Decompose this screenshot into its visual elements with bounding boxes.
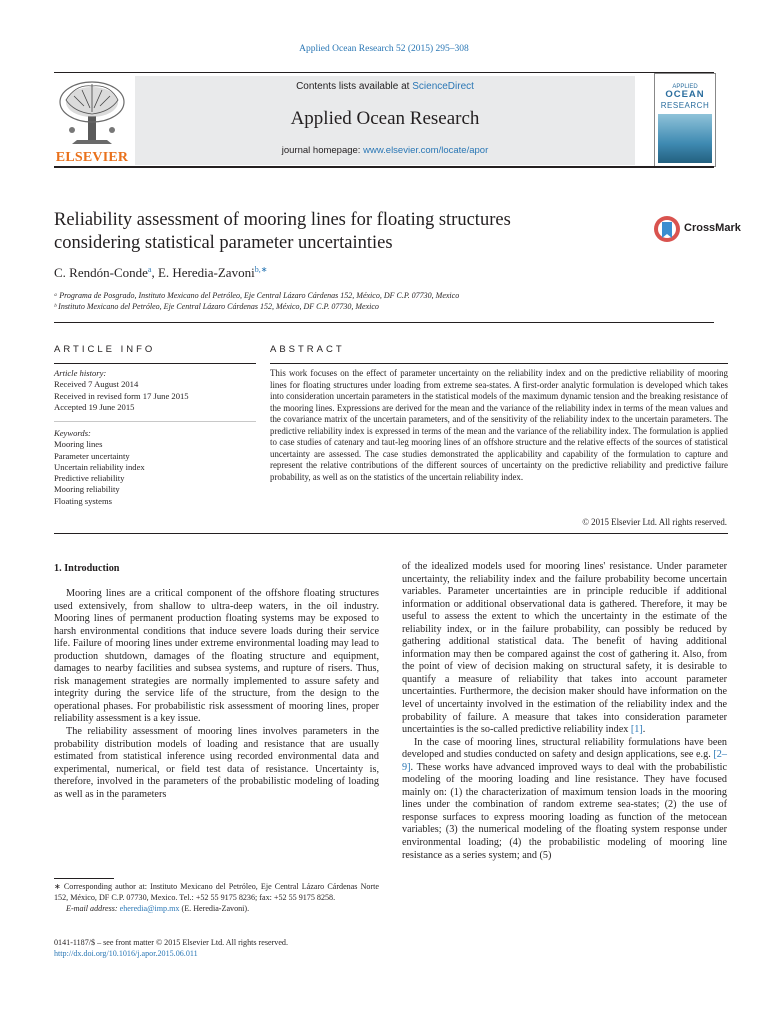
article-history [54,368,254,413]
cover-applied-text: APPLIED [672,84,698,90]
body-column-left [54,588,379,801]
journal-banner [135,76,635,165]
journal-title: Applied Ocean Research [290,108,480,129]
history-item: Received in revised form 17 June 2015 [54,390,189,401]
paragraph-text: In the case of mooring lines, structural reliability formulations have been developed and studies conducted on safety and design applications, see e.g. [402,736,727,761]
homepage-line [135,145,635,156]
crossmark-button[interactable] [652,214,741,244]
header-top-rule [54,72,714,73]
paragraph-text: of the idealized models used for mooring lines' resistance. Under parameter uncertainty, the reliability index and the failure probability become uncertain variables. Parameter uncertainties are in principle reducible if additional information or additional observational data is gathered. Therefore, it may be useful to assess the extent to which the uncertainty in the estimate of the reliability index, or in the failure probability, can possibly be reduced by gathering additional statistical data. The benefit of having additional information may then be compared against the cost of gathering it. Also, from the point of view of decision making on structural safety, it is desirable to quantify a measure of reliability that takes into account parameter uncertainties. Furthermore, the decision maker should have information on the level of uncertainty involved in the estimation of the reliability index and the probability of failure. A measure that takes into consideration parameter uncertainties is the so-called predictive reliability index [402,561,727,736]
author-affiliation-link[interactable]: b,∗ [254,265,268,274]
article-title [54,209,614,255]
author-list [54,265,267,281]
article-info-rule [54,363,256,364]
keyword-item: Parameter uncertainty [54,450,130,461]
keyword-item: Uncertain reliability index [54,461,145,472]
abstract-copyright: © 2015 Elsevier Ltd. All rights reserved. [582,517,727,527]
affiliations-rule [54,322,714,323]
author-separator: , [151,265,158,280]
body-paragraph: The reliability assessment of mooring lines involves parameters in the probability distribution models of loading and resistance that are usually estimated from statistical inference using recorded environmental data and experimental, numerical, or field test data of resistance. Uncertainty is, therefore, involved in the parameters of the probabilistic modeling of loading as well as in the parameters [54,726,379,800]
affiliation-b: ᵇ Instituto Mexicano del Petróleo, Eje Central Lázaro Cárdenas 152, México, DF C.P. 07730, Mexico [54,302,379,311]
article-identifiers [54,938,288,960]
history-label: Article history: [54,368,107,378]
homepage-prefix: journal homepage: [281,145,364,156]
contents-line [135,81,635,92]
citation-link[interactable]: [1] [630,724,643,736]
title-line-2: considering statistical parameter uncertainties [54,233,393,253]
paragraph-text: . These works have advanced improved ways to deal with the probabilistic modeling of the mooring loading and line resistance. They have focused mainly on: (1) the characterization of maximum tension loads in the mooring lines under the combination of random extreme sea-states; (2) the use of response surfaces to express mooring loading as function of the metocean variables; (3) the numerical modeling of the floating system response under environmental loading; (4) the probabilistic modeling of mooring line resistance as a series system; and (5) [402,761,727,861]
journal-reference-link[interactable]: Applied Ocean Research 52 (2015) 295–308 [299,44,469,54]
body-paragraph [402,561,727,737]
keyword-item: Mooring reliability [54,484,120,495]
body-paragraph [402,737,727,862]
journal-cover-image [654,73,716,167]
crossmark-icon [652,214,682,244]
header-bottom-rule [54,166,714,168]
abstract-text: This work focuses on the effect of parameter uncertainty on the reliability index and on the predictive reliability of mooring lines for floating structures under loading from extreme sea-states. A first-order analytic formulation is developed which takes into consideration uncertain parameters in the statistical models of the maximum dynamic tension and the breaking resistance of the mooring lines. Expressions are derived for the mean and the variance of the reliability index in terms of the mean values and the covariance matrix of the uncertain parameters, and of the sensitivity of the reliability index to the uncertain parameters. The predictive reliability index is expressed in terms of the mean and the variance of the reliability index. The formulation is applied to case studies of catenary and taut-leg mooring lines of an offshore structure and the relative effects of the sources of statistical uncertainty are assessed. The case studies demonstrated the applicability and capability of the formulation to capture and represent the relative contributions of the different sources of uncertainty on the predictive reliability and predictive failure probability, as well as on the statistics of the uncertain reliability index. [270,368,728,482]
title-line-1: Reliability assessment of mooring lines for floating structures [54,210,511,230]
author-name: C. Rendón-Conde [54,265,148,280]
elsevier-logo [52,78,132,166]
contents-prefix: Contents lists available at [296,81,413,92]
keyword-item: Mooring lines [54,439,103,450]
history-rule [54,421,256,422]
citation-link[interactable]: [2–9] [402,749,727,773]
footnote [54,882,379,914]
elsevier-wordmark: ELSEVIER [55,150,129,165]
issn-line: 0141-1187/$ – see front matter © 2015 Elsevier Ltd. All rights reserved. [54,938,288,947]
paragraph-text: . [642,724,646,736]
keywords-label: Keywords: [54,428,91,438]
doi-link[interactable]: http://dx.doi.org/10.1016/j.apor.2015.06.011 [54,948,198,958]
corresponding-author-note: ∗ Corresponding author at: Instituto Mexicano del Petróleo, Eje Central Lázaro Cárdenas Norte 152, México, DF C.P. 07730, Mexico. Tel.: +52 55 9175 8236; fax: +52 55 9175 8258. [54,882,379,902]
body-column-right [402,561,727,862]
introduction-heading: 1. Introduction [54,563,120,574]
history-item: Accepted 19 June 2015 [54,401,135,412]
keywords-block [54,428,254,507]
email-link[interactable]: eheredia@imp.mx [119,903,180,913]
abstract-rule [270,363,728,364]
email-suffix: (E. Heredia-Zavoni). [179,903,250,913]
elsevier-tree-icon [52,78,132,148]
affiliation-a: ᵃ Programa de Posgrado, Instituto Mexicano del Petróleo, Eje Central Lázaro Cárdenas 152, México, DF C.P. 07730, Mexico [54,291,460,300]
sciencedirect-link[interactable]: ScienceDirect [412,81,474,92]
cover-ocean-text: OCEAN [665,89,705,100]
cover-research-text: RESEARCH [660,101,710,110]
abstract-heading: ABSTRACT [270,344,345,355]
abstract-bottom-rule [54,533,728,534]
keyword-item: Floating systems [54,495,113,506]
author-affiliation-link[interactable]: a [147,265,152,274]
email-line [54,904,379,915]
keyword-item: Predictive reliability [54,473,125,484]
crossmark-label: CrossMark [684,222,741,234]
cover-ocean-picture [658,114,712,163]
homepage-link[interactable]: www.elsevier.com/locate/apor [363,145,489,156]
author-name: E. Heredia-Zavoni [157,265,255,280]
history-item: Received 7 August 2014 [54,379,139,390]
email-label: E-mail address: [66,903,120,913]
article-info-heading: ARTICLE INFO [54,344,156,355]
body-paragraph: Mooring lines are a critical component of the offshore floating structures used extensively, from shallow to ultra-deep waters, in the oil industry. Mooring lines of permanent production floating systems may be exposed to harsh environmental conditions that induce severe loads during their service life. Failure of mooring lines under extreme environmental loading may lead to production shutdown, damages of the floating structure and equipment, damages to nearby facilities and subsea systems, and rupture of risers. Thus, risk management strategies are normally implemented to assure safety and integrity during the service life of the structure, from the design to the operational phases. For probabilistic risk assessment of mooring lines, proper reliability assessment is a key issue. [54,588,379,725]
footnote-rule [54,878,114,879]
